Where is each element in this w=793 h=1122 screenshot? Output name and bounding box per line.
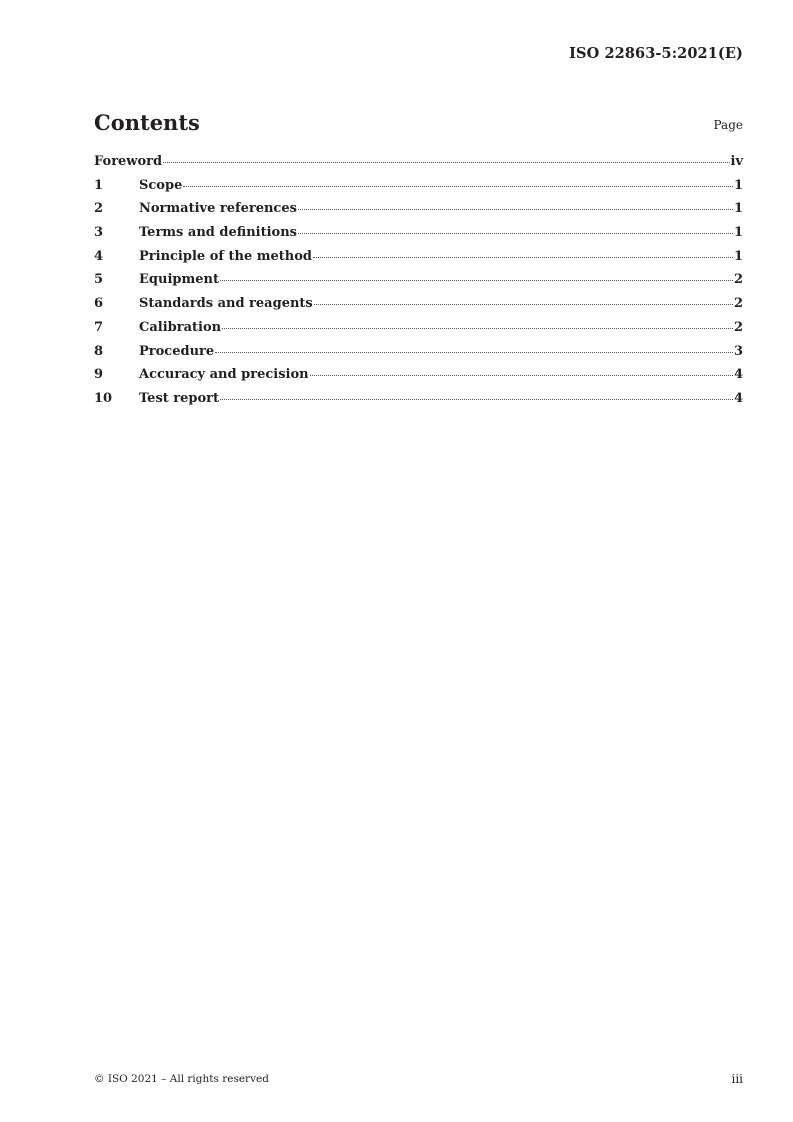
toc-entry-title: Foreword bbox=[94, 154, 163, 169]
toc-entry-number: 10 bbox=[94, 390, 113, 406]
toc-dot-leader bbox=[298, 233, 733, 234]
toc-entry-principle-of-the-method[interactable] bbox=[94, 249, 743, 273]
toc-entry-number: 9 bbox=[94, 367, 104, 383]
toc-entry-page: 4 bbox=[733, 390, 743, 406]
toc-dot-leader bbox=[215, 352, 733, 353]
toc-entry-title: Principle of the method bbox=[139, 248, 312, 264]
toc-entry-foreword[interactable] bbox=[94, 154, 743, 178]
toc-entry-title: Calibration bbox=[139, 319, 222, 335]
toc-dot-leader bbox=[222, 328, 733, 329]
toc-entry-title: Normative references bbox=[139, 201, 297, 217]
toc-dot-leader bbox=[163, 162, 729, 163]
toc-entry-terms-and-definitions[interactable] bbox=[94, 225, 743, 249]
toc-entry-title: Equipment bbox=[139, 272, 219, 288]
contents-title: Contents bbox=[94, 110, 200, 135]
toc-entry-scope[interactable] bbox=[94, 178, 743, 202]
toc-dot-leader bbox=[298, 209, 733, 210]
toc-dot-leader bbox=[220, 280, 733, 281]
toc-entry-title: Procedure bbox=[139, 343, 215, 359]
toc-entry-page: 2 bbox=[733, 272, 743, 288]
table-of-contents bbox=[94, 154, 743, 415]
toc-entry-page: 1 bbox=[733, 225, 743, 241]
toc-entry-title: Accuracy and precision bbox=[139, 367, 309, 383]
toc-entry-page: 1 bbox=[733, 201, 743, 217]
toc-entry-accuracy-and-precision[interactable] bbox=[94, 367, 743, 391]
toc-entry-number: 5 bbox=[94, 272, 104, 288]
toc-entry-page: 4 bbox=[733, 367, 743, 383]
toc-entry-number: 7 bbox=[94, 319, 104, 335]
toc-dot-leader bbox=[220, 399, 733, 400]
toc-entry-page: 3 bbox=[733, 343, 743, 359]
toc-entry-page: 1 bbox=[733, 248, 743, 264]
toc-entry-equipment[interactable] bbox=[94, 272, 743, 296]
toc-entry-title: Scope bbox=[139, 177, 183, 193]
toc-entry-number: 4 bbox=[94, 248, 104, 264]
toc-entry-page: 2 bbox=[733, 319, 743, 335]
toc-entry-number: 6 bbox=[94, 296, 104, 312]
toc-entry-title: Standards and reagents bbox=[139, 296, 313, 312]
toc-entry-page: 2 bbox=[733, 296, 743, 312]
toc-entry-normative-references[interactable] bbox=[94, 201, 743, 225]
document-code: ISO 22863-5:2021(E) bbox=[569, 45, 743, 62]
toc-entry-title: Terms and definitions bbox=[139, 225, 297, 241]
toc-dot-leader bbox=[183, 186, 733, 187]
toc-entry-standards-and-reagents[interactable] bbox=[94, 296, 743, 320]
toc-entry-number: 1 bbox=[94, 177, 104, 193]
page-column-label: Page bbox=[713, 118, 743, 132]
page-number: iii bbox=[731, 1072, 743, 1086]
toc-entry-number: 3 bbox=[94, 225, 104, 241]
toc-entry-page: 1 bbox=[733, 177, 743, 193]
toc-entry-test-report[interactable] bbox=[94, 391, 743, 415]
toc-entry-number: 2 bbox=[94, 201, 104, 217]
toc-entry-title: Test report bbox=[139, 390, 220, 406]
toc-dot-leader bbox=[310, 375, 733, 376]
toc-entry-calibration[interactable] bbox=[94, 320, 743, 344]
copyright-notice: © ISO 2021 – All rights reserved bbox=[94, 1073, 269, 1085]
toc-dot-leader bbox=[314, 304, 733, 305]
toc-entry-page: iv bbox=[730, 154, 743, 169]
toc-entry-procedure[interactable] bbox=[94, 344, 743, 368]
toc-dot-leader bbox=[313, 257, 733, 258]
toc-entry-number: 8 bbox=[94, 343, 104, 359]
